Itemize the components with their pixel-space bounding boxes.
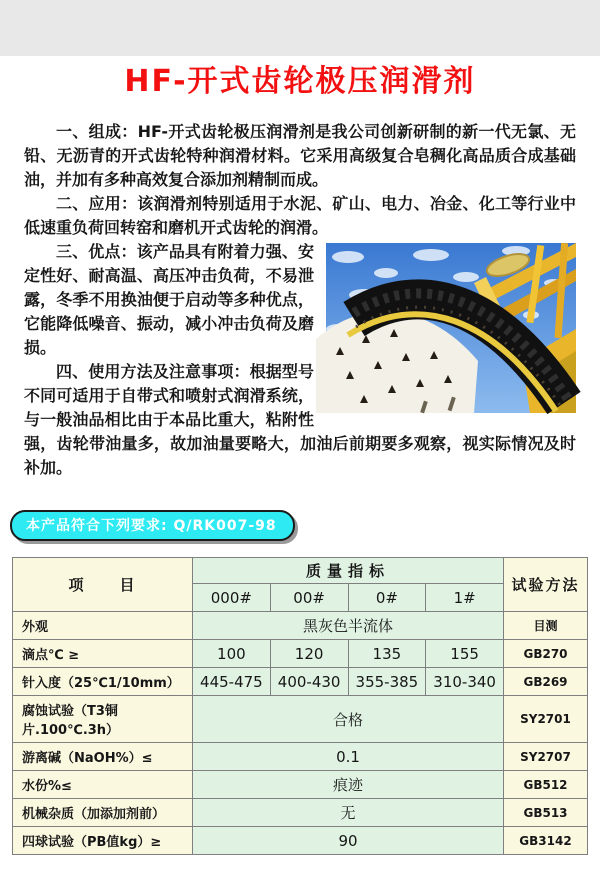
row-label: 四球试验（PB值kg）≥ [13, 827, 193, 855]
row-method: SY2701 [504, 696, 588, 743]
table-row [13, 743, 588, 771]
spec-table [12, 557, 588, 855]
row-value: 355-385 [348, 668, 426, 696]
row-method: SY2707 [504, 743, 588, 771]
row-label: 水份%≤ [13, 771, 193, 799]
table-row [13, 612, 588, 640]
table-row [13, 668, 588, 696]
document-page [0, 56, 600, 881]
row-label: 滴点℃ ≥ [13, 640, 193, 668]
row-value: 445-475 [193, 668, 271, 696]
row-value: 155 [426, 640, 504, 668]
standard-banner: 本产品符合下列要求: Q/RK007-98 [10, 510, 295, 541]
grade-header-00: 00# [270, 584, 348, 612]
paragraph-composition: 一、组成：HF-开式齿轮极压润滑剂是我公司创新研制的新一代无氯、无铅、无沥青的开式齿轮特种润滑材料。它采用高级复合皂稠化高品质合成基础油，并加有多种高效复合添加剂精制而成。 [24, 122, 576, 189]
row-label: 针入度（25℃1/10mm） [13, 668, 193, 696]
grade-header-000: 000# [193, 584, 271, 612]
page-title: HF-开式齿轮极压润滑剂 [124, 64, 476, 99]
paragraph-application: 二、应用：该润滑剂特别适用于水泥、矿山、电力、冶金、化工等行业中低速重负荷回转窑和磨机开式齿轮的润滑。 [24, 194, 576, 237]
row-method: GB513 [504, 799, 588, 827]
grade-header-0: 0# [348, 584, 426, 612]
table-row [13, 799, 588, 827]
grade-header-1: 1# [426, 584, 504, 612]
gear-photo-illustration [326, 243, 576, 413]
paragraph-usage: 四、使用方法及注意事项：根据型号不同可适用于自带式和喷射式润滑系统，与一般油品相比由于本品比重大，粘附性强，齿轮带油量多，故加油量要略大，加油后前期要多观察，视实际情况及时补加。 [24, 362, 576, 477]
row-value: 400-430 [270, 668, 348, 696]
body-text [24, 120, 576, 480]
row-value: 100 [193, 640, 271, 668]
row-value-span: 90 [193, 827, 504, 855]
col-header-method: 试验方法 [504, 558, 588, 612]
col-header-item: 项 目 [13, 558, 193, 612]
table-row [13, 696, 588, 743]
row-method: GB270 [504, 640, 588, 668]
row-method: GB512 [504, 771, 588, 799]
col-header-quality: 质量指标 [193, 558, 504, 584]
row-label: 外观 [13, 612, 193, 640]
row-method: 目测 [504, 612, 588, 640]
row-value: 310-340 [426, 668, 504, 696]
table-row [13, 640, 588, 668]
gear-machinery-photo [326, 243, 576, 413]
row-value-span: 合格 [193, 696, 504, 743]
row-value-span: 黑灰色半流体 [193, 612, 504, 640]
row-value-span: 痕迹 [193, 771, 504, 799]
table-row [13, 827, 588, 855]
row-value-span: 0.1 [193, 743, 504, 771]
row-method: GB269 [504, 668, 588, 696]
row-label: 游离碱（NaOH%）≤ [13, 743, 193, 771]
spec-table-body [13, 612, 588, 855]
row-value: 135 [348, 640, 426, 668]
header-row-top [13, 558, 588, 584]
row-method: GB3142 [504, 827, 588, 855]
row-value-span: 无 [193, 799, 504, 827]
row-label: 机械杂质（加添加剂前） [13, 799, 193, 827]
row-value: 120 [270, 640, 348, 668]
table-row [13, 771, 588, 799]
paragraph-advantages: 三、优点：该产品具有附着力强、安定性好、耐高温、高压冲击负荷，不易泄露，冬季不用换油便于启动等多种优点，它能降低噪音、振动，减小冲击负荷及磨损。 [24, 242, 314, 357]
row-label: 腐蚀试验（T3铜片.100℃.3h） [13, 696, 193, 743]
